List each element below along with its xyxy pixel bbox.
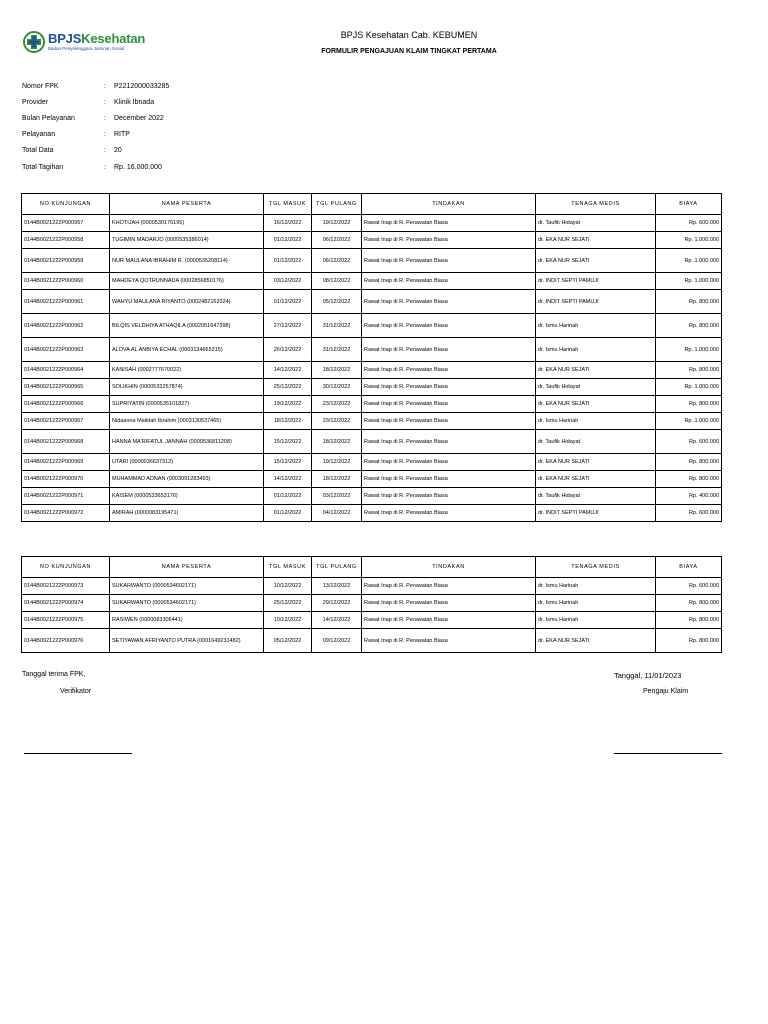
column-header-admission-date: TGL MASUK	[264, 557, 312, 578]
admission-date-cell: 14/12/2022	[264, 471, 312, 488]
cost-cell: Rp. 400.000	[656, 488, 722, 505]
claim-info	[22, 78, 169, 175]
admission-date-cell: 10/12/2022	[264, 578, 312, 595]
discharge-date-cell: 05/12/2022	[312, 290, 362, 314]
procedure-cell: Rawat Inap di R. Perawatan Biasa	[362, 232, 536, 249]
participant-name-cell: MUHAMMAD ADNAN (0003091283493)	[110, 471, 264, 488]
received-date-label: Tanggal terima FPK,	[22, 671, 86, 678]
admission-date-cell: 15/12/2022	[264, 454, 312, 471]
cost-cell: Rp. 1.000.000	[656, 413, 722, 430]
medical-staff-cell: dr. EKA NUR SEJATI	[536, 396, 656, 413]
cost-cell: Rp. 1.000.000	[656, 379, 722, 396]
table-row	[22, 290, 722, 314]
table-row	[22, 215, 722, 232]
admission-date-cell: 15/12/2022	[264, 430, 312, 454]
column-header-visit-number: NO KUNJUNGAN	[22, 194, 110, 215]
visit-number-cell: 0144B0021222P000957	[22, 215, 110, 232]
info-value: 20	[114, 147, 122, 155]
medical-staff-cell: dr. EKA NUR SEJATI	[536, 629, 656, 653]
medical-staff-cell: dr. Ismu Harinah	[536, 612, 656, 629]
visit-number-cell: 0144B0021222P000965	[22, 379, 110, 396]
table-row	[22, 629, 722, 653]
logo-tagline: Badan Penyelenggara Jaminan Sosial	[48, 46, 125, 51]
procedure-cell: Rawat Inap di R. Perawatan Biasa	[362, 471, 536, 488]
column-header-participant-name: NAMA PESERTA	[110, 557, 264, 578]
procedure-cell: Rawat Inap di R. Perawatan Biasa	[362, 488, 536, 505]
cost-cell: Rp. 1.000.000	[656, 338, 722, 362]
info-value: Klinik Ibnada	[114, 98, 155, 106]
procedure-cell: Rawat Inap di R. Perawatan Biasa	[362, 215, 536, 232]
logo-wordmark: BPJSKesehatan	[48, 31, 146, 46]
cost-cell: Rp. 600.000	[656, 215, 722, 232]
cost-cell: Rp. 1.000.000	[656, 249, 722, 273]
participant-name-cell: BILQIS VELDHIYA ATHAQILA (0002051647398)	[110, 314, 264, 338]
procedure-cell: Rawat Inap di R. Perawatan Biasa	[362, 454, 536, 471]
participant-name-cell: HANNA MA'RIFATUL JANNAH (0000536811208)	[110, 430, 264, 454]
admission-date-cell: 03/12/2022	[264, 273, 312, 290]
visit-number-cell: 0144B0021222P000959	[22, 249, 110, 273]
medical-staff-cell: dr. INDIT SEPTI PAMUJI	[536, 505, 656, 522]
procedure-cell: Rawat Inap di R. Perawatan Biasa	[362, 273, 536, 290]
medical-staff-cell: dr. EKA NUR SEJATI	[536, 471, 656, 488]
cost-cell: Rp. 600.000	[656, 505, 722, 522]
visit-number-cell: 0144B0021222P000966	[22, 396, 110, 413]
discharge-date-cell: 19/12/2022	[312, 454, 362, 471]
column-header-procedure: TINDAKAN	[362, 557, 536, 578]
admission-date-cell: 27/12/2022	[264, 314, 312, 338]
medical-staff-cell: dr. Ismu Harinah	[536, 338, 656, 362]
admission-date-cell: 01/12/2022	[264, 505, 312, 522]
discharge-date-cell: 18/12/2022	[312, 471, 362, 488]
procedure-cell: Rawat Inap di R. Perawatan Biasa	[362, 578, 536, 595]
participant-name-cell: KHOTIJAH (0000530176195)	[110, 215, 264, 232]
admission-date-cell: 10/12/2022	[264, 612, 312, 629]
procedure-cell: Rawat Inap di R. Perawatan Biasa	[362, 249, 536, 273]
info-row: Provider : Klinik Ibnada	[22, 98, 155, 106]
admission-date-cell: 25/12/2022	[264, 379, 312, 396]
column-header-medical-staff: TENAGA MEDIS	[536, 557, 656, 578]
discharge-date-cell: 23/12/2022	[312, 396, 362, 413]
procedure-cell: Rawat Inap di R. Perawatan Biasa	[362, 505, 536, 522]
table-row	[22, 379, 722, 396]
participant-name-cell: SUKARWANTO (0000534602171)	[110, 595, 264, 612]
table-row	[22, 396, 722, 413]
procedure-cell: Rawat Inap di R. Perawatan Biasa	[362, 430, 536, 454]
admission-date-cell: 01/12/2022	[264, 249, 312, 273]
table-row	[22, 488, 722, 505]
medical-staff-cell: dr. EKA NUR SEJATI	[536, 249, 656, 273]
admission-date-cell: 18/12/2022	[264, 413, 312, 430]
procedure-cell: Rawat Inap di R. Perawatan Biasa	[362, 396, 536, 413]
discharge-date-cell: 06/12/2022	[312, 249, 362, 273]
participant-name-cell: KAISEM (0000533653176)	[110, 488, 264, 505]
table-row	[22, 362, 722, 379]
procedure-cell: Rawat Inap di R. Perawatan Biasa	[362, 379, 536, 396]
discharge-date-cell: 08/12/2022	[312, 273, 362, 290]
info-value: P2212000033285	[114, 82, 170, 90]
participant-name-cell: TUGIMIN MADARJO (0000535386014)	[110, 232, 264, 249]
office-name: BPJS Kesehatan Cab. KEBUMEN	[340, 30, 478, 40]
column-header-medical-staff: TENAGA MEDIS	[536, 194, 656, 215]
verifier-signature-line	[24, 753, 132, 754]
discharge-date-cell: 23/12/2022	[312, 413, 362, 430]
info-row: Total Data : 20	[22, 147, 122, 155]
cost-cell: Rp. 1.000.000	[656, 232, 722, 249]
visit-number-cell: 0144B0021222P000973	[22, 578, 110, 595]
table-row	[22, 578, 722, 595]
discharge-date-cell: 18/12/2022	[312, 430, 362, 454]
info-value: Rp. 16.000.000	[114, 163, 162, 171]
cost-cell: Rp. 800.000	[656, 629, 722, 653]
table-row	[22, 471, 722, 488]
visit-number-cell: 0144B0021222P000972	[22, 505, 110, 522]
participant-name-cell: KANISAH (0002777670022)	[110, 362, 264, 379]
info-row: Nomor FPK : P2212000033285	[22, 82, 170, 90]
table-row	[22, 505, 722, 522]
table-row	[22, 273, 722, 290]
admission-date-cell: 26/12/2022	[264, 338, 312, 362]
visit-number-cell: 0144B0021222P000969	[22, 454, 110, 471]
visit-number-cell: 0144B0021222P000962	[22, 314, 110, 338]
visit-number-cell: 0144B0021222P000975	[22, 612, 110, 629]
visit-number-cell: 0144B0021222P000958	[22, 232, 110, 249]
admission-date-cell: 01/12/2022	[264, 290, 312, 314]
participant-name-cell: WAHYU MAULANA RIYANTO (0002482163324)	[110, 290, 264, 314]
admission-date-cell: 19/12/2022	[264, 396, 312, 413]
participant-name-cell: SUPRIYATIN (0000535101827)	[110, 396, 264, 413]
procedure-cell: Rawat Inap di R. Perawatan Biasa	[362, 338, 536, 362]
medical-staff-cell: dr. Taufik Hidayat	[536, 379, 656, 396]
medical-staff-cell: dr. EKA NUR SEJATI	[536, 454, 656, 471]
info-row: Total Tagihan : Rp. 16.000.000	[22, 163, 162, 171]
visit-number-cell: 0144B0021222P000974	[22, 595, 110, 612]
info-row: Pelayanan : RITP	[22, 131, 130, 139]
cost-cell: Rp. 800.000	[656, 314, 722, 338]
cost-cell: Rp. 600.000	[656, 430, 722, 454]
discharge-date-cell: 14/12/2022	[312, 612, 362, 629]
medical-staff-cell: dr. Taufik Hidayat	[536, 430, 656, 454]
claimant-label: Pengaju Klaim	[643, 688, 689, 695]
discharge-date-cell: 29/12/2022	[312, 595, 362, 612]
table-header-row	[22, 557, 722, 578]
medical-staff-cell: dr. EKA NUR SEJATI	[536, 362, 656, 379]
discharge-date-cell: 13/12/2022	[312, 578, 362, 595]
visit-number-cell: 0144B0021222P000968	[22, 430, 110, 454]
visit-number-cell: 0144B0021222P000971	[22, 488, 110, 505]
discharge-date-cell: 31/12/2022	[312, 314, 362, 338]
medical-staff-cell: dr. Ismu Harinah	[536, 314, 656, 338]
discharge-date-cell: 04/12/2022	[312, 505, 362, 522]
visit-number-cell: 0144B0021222P000964	[22, 362, 110, 379]
procedure-cell: Rawat Inap di R. Perawatan Biasa	[362, 629, 536, 653]
participant-name-cell: AMIRAH (0000083195471)	[110, 505, 264, 522]
discharge-date-cell: 18/12/2022	[312, 362, 362, 379]
cost-cell: Rp. 800.000	[656, 454, 722, 471]
discharge-date-cell: 19/12/2022	[312, 215, 362, 232]
column-header-visit-number: NO KUNJUNGAN	[22, 557, 110, 578]
visit-number-cell: 0144B0021222P000976	[22, 629, 110, 653]
participant-name-cell: UTARI (0000036637312)	[110, 454, 264, 471]
participant-name-cell: MAHDEYA QOTRUNNADA (0002856850176)	[110, 273, 264, 290]
table-row	[22, 454, 722, 471]
discharge-date-cell: 31/12/2022	[312, 338, 362, 362]
table-row	[22, 595, 722, 612]
participant-name-cell: NUR MAULANA IBRAHIM R. (0000535208114)	[110, 249, 264, 273]
medical-staff-cell: dr. Ismu Harinah	[536, 595, 656, 612]
participant-name-cell: SUKARWANTO (0000534602171)	[110, 578, 264, 595]
claims-table-2	[21, 556, 722, 653]
admission-date-cell: 05/12/2022	[264, 629, 312, 653]
visit-number-cell: 0144B0021222P000961	[22, 290, 110, 314]
cost-cell: Rp. 800.000	[656, 471, 722, 488]
visit-number-cell: 0144B0021222P000963	[22, 338, 110, 362]
participant-name-cell: ALOVA AL ANBIYA ECHAL (0003134665315)	[110, 338, 264, 362]
column-header-discharge-date: TGL PULANG	[312, 557, 362, 578]
medical-staff-cell: dr. Taufik Hidayat	[536, 488, 656, 505]
submission-date: Tanggal, 11/01/2023	[614, 671, 682, 680]
procedure-cell: Rawat Inap di R. Perawatan Biasa	[362, 314, 536, 338]
participant-name-cell: SETIYAWAN AFRIYANTO PUTRA (0001649231482)	[110, 629, 264, 653]
participant-name-cell: SOLIKHIN (0000533257874)	[110, 379, 264, 396]
cost-cell: Rp. 600.000	[656, 578, 722, 595]
medical-staff-cell: dr. INDIT SEPTI PAMUJI	[536, 273, 656, 290]
form-title: FORMULIR PENGAJUAN KLAIM TINGKAT PERTAMA	[321, 48, 497, 55]
cost-cell: Rp. 800.000	[656, 290, 722, 314]
procedure-cell: Rawat Inap di R. Perawatan Biasa	[362, 612, 536, 629]
discharge-date-cell: 03/12/2022	[312, 488, 362, 505]
medical-staff-cell: dr. Ismu Harinah	[536, 413, 656, 430]
procedure-cell: Rawat Inap di R. Perawatan Biasa	[362, 290, 536, 314]
table-row	[22, 430, 722, 454]
procedure-cell: Rawat Inap di R. Perawatan Biasa	[362, 413, 536, 430]
verifier-label: Verifikator	[60, 688, 92, 695]
participant-name-cell: Nidaanna Malidah Ibrahim (0003130537465)	[110, 413, 264, 430]
admission-date-cell: 16/12/2022	[264, 215, 312, 232]
column-header-procedure: TINDAKAN	[362, 194, 536, 215]
table-row	[22, 413, 722, 430]
cost-cell: Rp. 800.000	[656, 396, 722, 413]
table-row	[22, 314, 722, 338]
table-row	[22, 338, 722, 362]
admission-date-cell: 01/12/2022	[264, 488, 312, 505]
table-row	[22, 249, 722, 273]
column-header-admission-date: TGL MASUK	[264, 194, 312, 215]
participant-name-cell: RASIWEN (0000083306441)	[110, 612, 264, 629]
table-row	[22, 612, 722, 629]
admission-date-cell: 25/12/2022	[264, 595, 312, 612]
medical-staff-cell: dr. EKA NUR SEJATI	[536, 232, 656, 249]
cost-cell: Rp. 1.000.000	[656, 273, 722, 290]
column-header-discharge-date: TGL PULANG	[312, 194, 362, 215]
table-header-row	[22, 194, 722, 215]
procedure-cell: Rawat Inap di R. Perawatan Biasa	[362, 362, 536, 379]
info-value: December 2022	[114, 114, 164, 122]
table-row	[22, 232, 722, 249]
visit-number-cell: 0144B0021222P000970	[22, 471, 110, 488]
visit-number-cell: 0144B0021222P000960	[22, 273, 110, 290]
procedure-cell: Rawat Inap di R. Perawatan Biasa	[362, 595, 536, 612]
medical-staff-cell: dr. Taufik Hidayat	[536, 215, 656, 232]
cost-cell: Rp. 800.000	[656, 362, 722, 379]
cost-cell: Rp. 800.000	[656, 612, 722, 629]
column-header-cost: BIAYA	[656, 557, 722, 578]
medical-staff-cell: dr. Ismu Harinah	[536, 578, 656, 595]
info-row: Bulan Pelayanan : December 2022	[22, 114, 164, 122]
discharge-date-cell: 06/12/2022	[312, 232, 362, 249]
discharge-date-cell: 09/12/2022	[312, 629, 362, 653]
claimant-signature-line	[614, 753, 722, 754]
admission-date-cell: 14/12/2022	[264, 362, 312, 379]
visit-number-cell: 0144B0021222P000967	[22, 413, 110, 430]
medical-staff-cell: dr. INDIT SEPTI PAMUJI	[536, 290, 656, 314]
column-header-participant-name: NAMA PESERTA	[110, 194, 264, 215]
claims-table-1	[21, 193, 722, 522]
discharge-date-cell: 30/12/2022	[312, 379, 362, 396]
column-header-cost: BIAYA	[656, 194, 722, 215]
admission-date-cell: 01/12/2022	[264, 232, 312, 249]
info-value: RITP	[114, 131, 130, 139]
cost-cell: Rp. 800.000	[656, 595, 722, 612]
